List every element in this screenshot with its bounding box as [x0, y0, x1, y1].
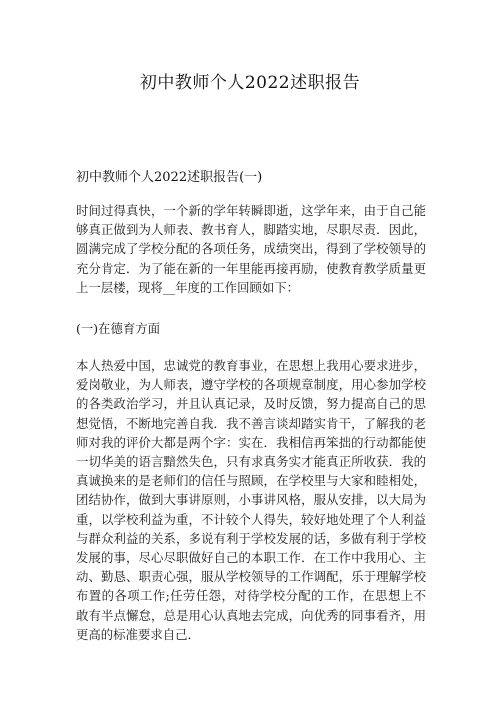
subheading-moral-education: (一)在德育方面: [76, 321, 161, 336]
paragraph-intro: 时间过得真快，一个新的学年转瞬即逝，这学年来，由于自己能够真正做到为人师表、教书育人，脚踏实地，尽职尽责．因此，圆满完成了学校分配的各项任务，成绩突出，得到了学校领导的充分肯定．为了能在新的一年里能再接再励，使教育教学质量更上一层楼，现将__年度的工作回顾如下：: [76, 203, 426, 295]
document-title: 初中教师个人2022述职报告: [139, 73, 361, 93]
paragraph-moral-education: 本人热爱中国，忠诚党的教育事业，在思想上我用心要求进步，爱岗敬业，为人师表，遵守学校的各项规章制度，用心参加学校的各类政治学习，并且认真记录，及时反馈，努力提高自己的思想觉悟，不断地完善自我．我不善言谈却踏实肯干，了解我的老师对我的评价大都是两个字：实在．我相信再笨拙的行动都能使一切华美的语言黯然失色，只有求真务实才能真正所收获．我的真诚换来的是老师们的信任与照顾，在学校里与大家和睦相处，团结协作，做到大事讲原则，小事讲风格，服从安排，以大局为重，以学校利益为重，不计较个人得失，较好地处理了个人利益与群众利益的关系，多说有利于学校发展的话，多做有利于学校发展的事，尽心尽职做好自己的本职工作．在工作中我用心、主动、勤恳、职责心强，服从学校领导的工作调配，乐于理解学校布置的各项工作;任劳任怨，对待学校分配的工作，在思想上不敢有半点懈怠，总是用心认真地去完成，向优秀的同事看齐，用更高的标准要求自己．: [76, 358, 426, 642]
section-title: 初中教师个人2022述职报告(一): [76, 170, 263, 185]
